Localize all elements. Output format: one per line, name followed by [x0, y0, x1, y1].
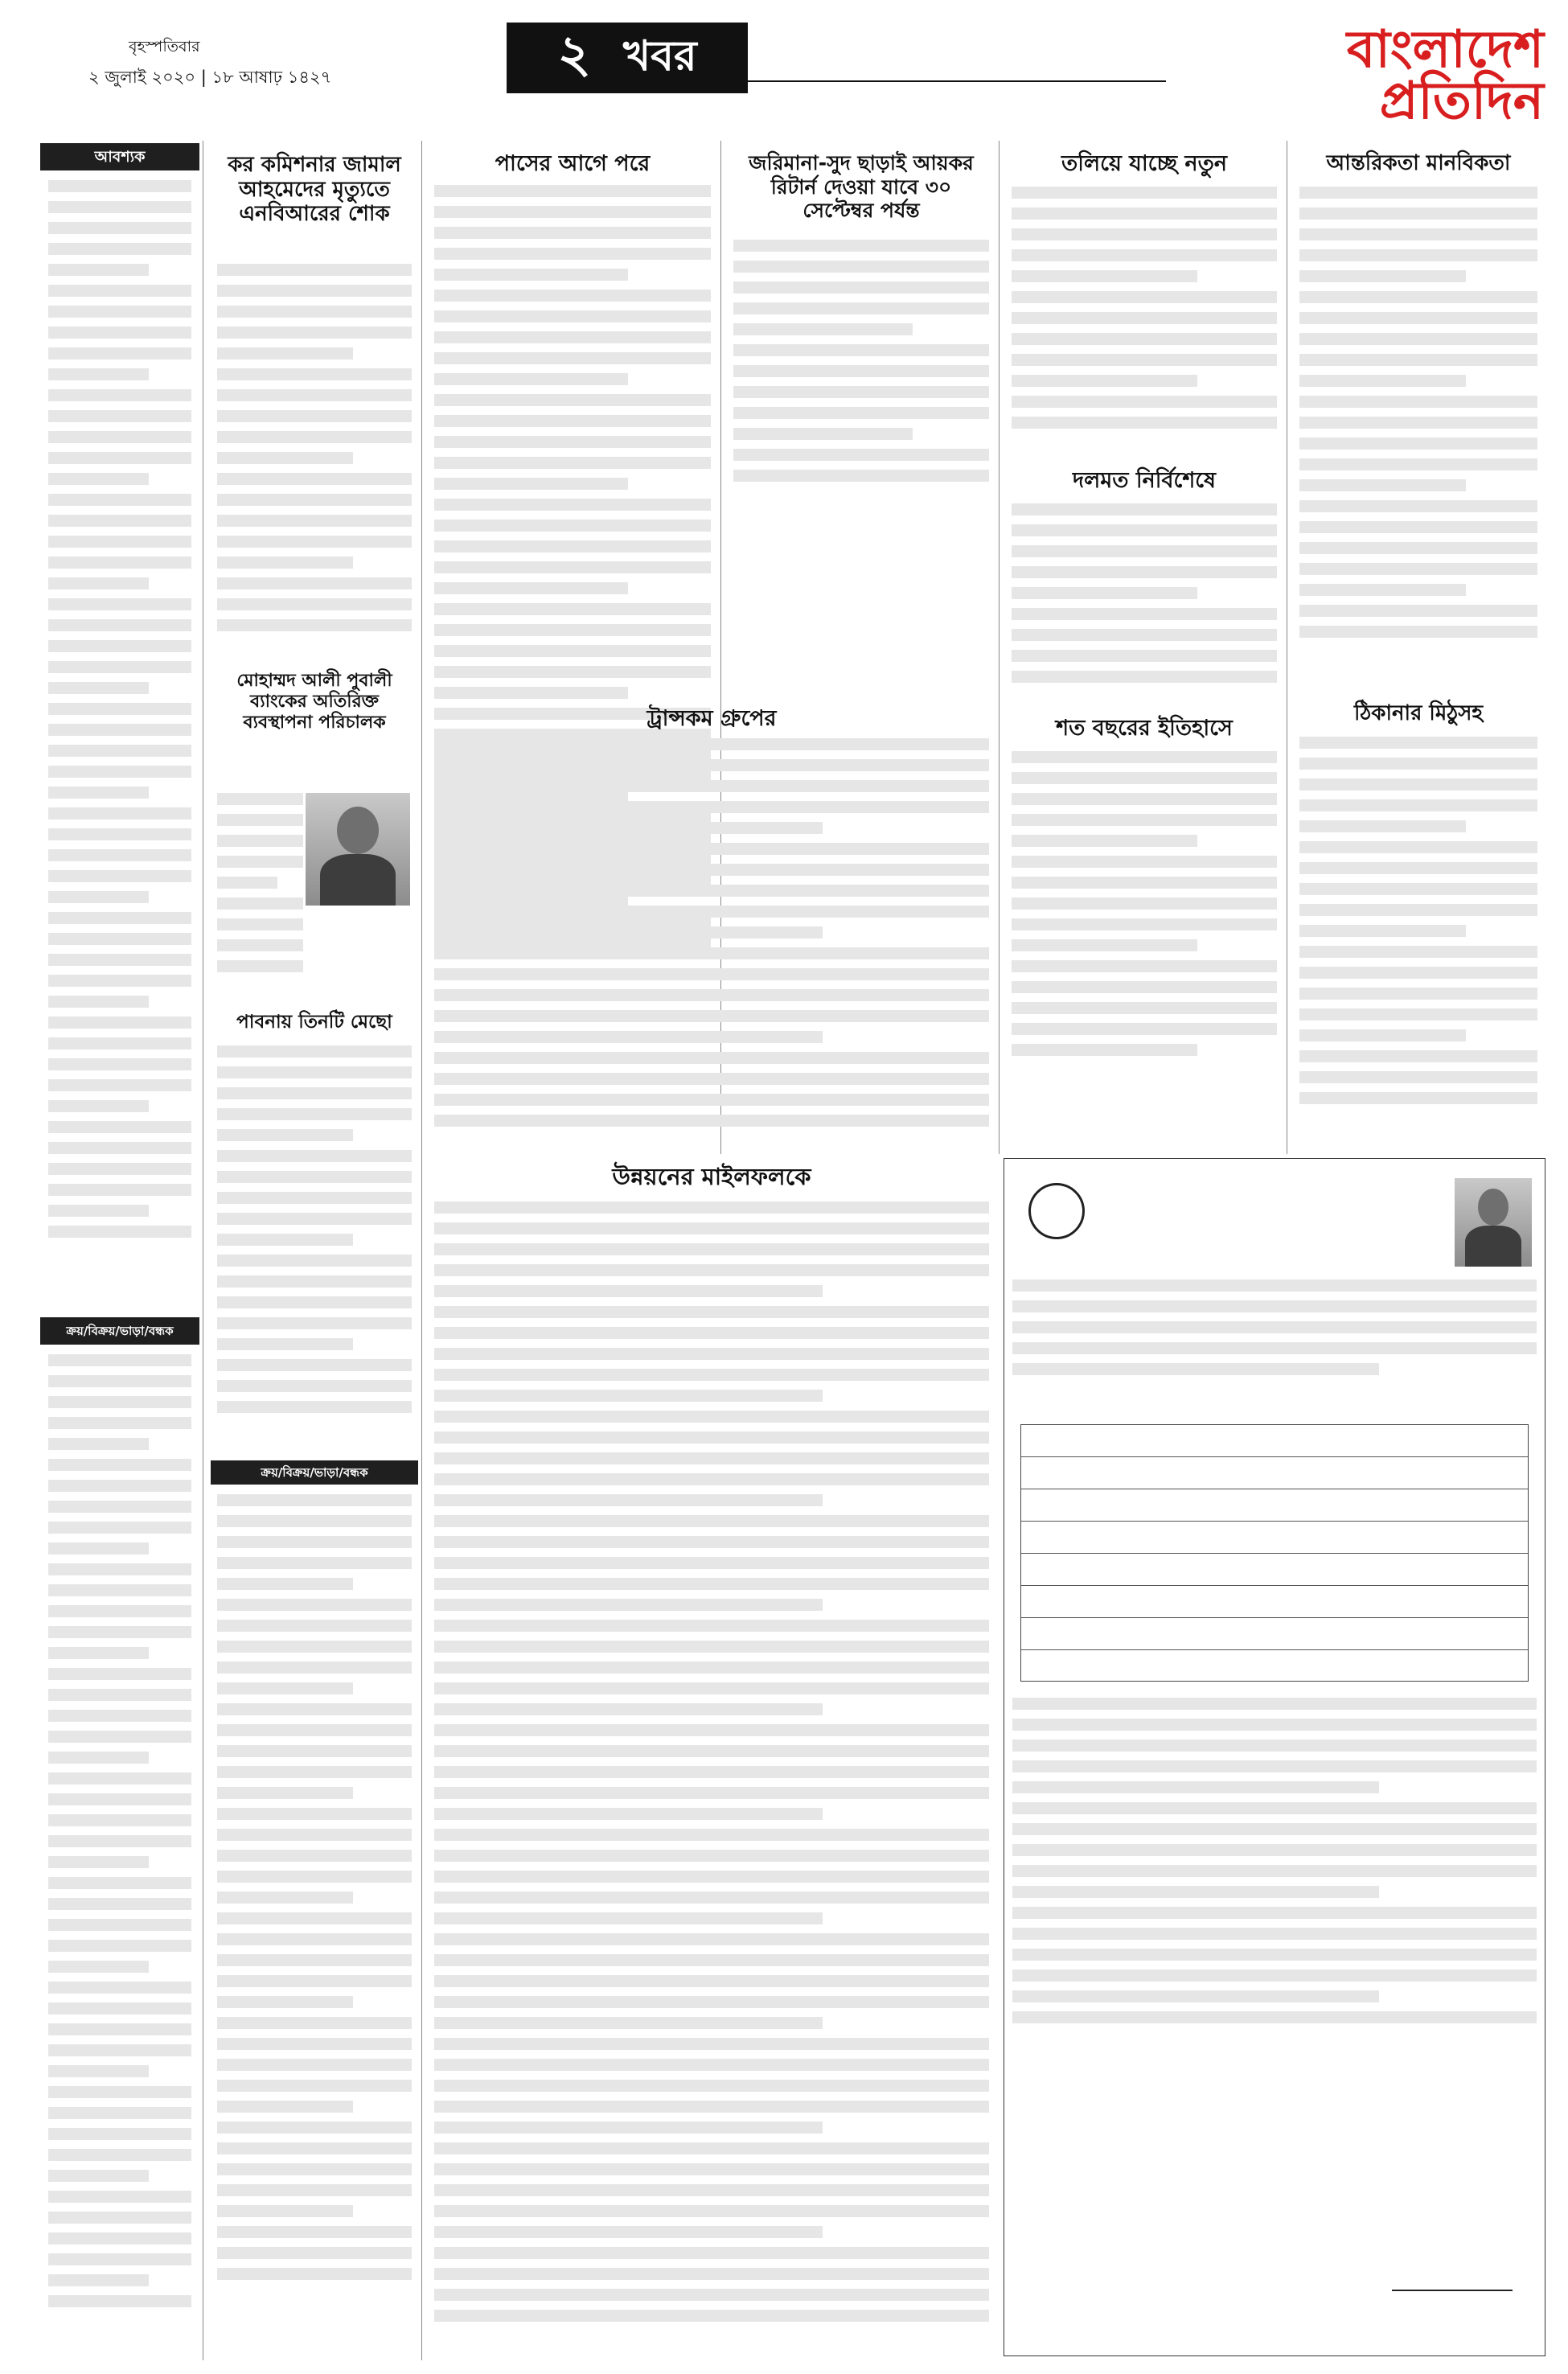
column-rule — [421, 141, 422, 2360]
story-text — [1299, 187, 1537, 682]
notice-text — [1012, 1279, 1537, 1408]
story-headline: উন্নয়নের মাইলফলকে — [612, 1163, 811, 1190]
notice-text — [1012, 1698, 1537, 2347]
story-headline: শত বছরের ইতিহাসে — [1056, 716, 1233, 741]
story-text — [733, 240, 989, 505]
news-story — [1004, 143, 1285, 457]
classifieds-text — [217, 1494, 412, 2348]
agency-emblem-icon — [1028, 1183, 1085, 1239]
story-headline: জরিমানা-সুদ ছাড়াই আয়কর রিটার্ন দেওয়া যাবে ৩০ সেপ্টেম্বর পর্যন্ত — [749, 151, 974, 222]
story-headline: মোহাম্মদ আলী পুবালী ব্যাংকের অতিরিক্ত ব্যবস্থাপনা পরিচালক — [236, 671, 392, 733]
story-headline: ট্রান্সকম গ্রুপের — [646, 706, 777, 731]
story-text — [1299, 737, 1537, 1139]
story-text — [434, 1201, 989, 2348]
masthead — [0, 0, 1568, 141]
news-story — [426, 701, 997, 1152]
story-headline: আন্তরিকতা মানবিকতা — [1326, 151, 1511, 175]
paper-name: বাংলাদেশ প্রতিদিন — [1346, 19, 1544, 131]
story-text — [1012, 187, 1277, 449]
page-number: ২ — [557, 24, 591, 84]
news-story — [1291, 696, 1545, 1147]
newspaper-logo — [1206, 19, 1544, 131]
classifieds-text — [48, 1354, 191, 2355]
portrait-photo — [1455, 1178, 1532, 1267]
story-text — [217, 264, 412, 650]
classifieds-section — [40, 1317, 199, 2363]
story-text — [217, 793, 303, 994]
portrait-photo — [306, 793, 410, 906]
classifieds-header: ক্রয়/বিক্রয়/ভাড়া/বন্ধক — [211, 1460, 418, 1485]
section-badge — [507, 23, 748, 93]
classifieds-section — [40, 143, 199, 1309]
story-headline: ঠিকানার মিঠুসহ — [1353, 701, 1484, 725]
signature — [1392, 2251, 1513, 2291]
story-headline: কর কমিশনার জামাল আহমেদের মৃত্যুতে এনবিআরের শোক — [228, 153, 401, 227]
section-name: খবর — [622, 31, 697, 80]
news-story — [1004, 711, 1285, 1089]
date-line: ২ জুলাই ২০২০ | ১৮ আষাঢ় ১৪২৭ — [88, 68, 332, 87]
story-text — [217, 1045, 412, 1441]
classifieds-header: ক্রয়/বিক্রয়/ভাড়া/বন্ধক — [40, 1317, 199, 1345]
classifieds-header: আবশ্যক — [40, 143, 199, 170]
classifieds-text — [48, 180, 191, 1301]
story-headline: দলমত নির্বিশেষে — [1072, 468, 1217, 493]
classifieds-section — [209, 1488, 420, 2356]
news-story — [209, 143, 420, 658]
story-text — [1012, 751, 1277, 1081]
news-story — [1291, 143, 1545, 690]
story-headline: পাসের আগে পরে — [495, 151, 651, 176]
news-story — [1004, 463, 1285, 704]
news-story — [209, 1007, 420, 1449]
section-rule — [748, 80, 1166, 82]
news-story — [725, 143, 997, 513]
lot-table — [1020, 1424, 1529, 1682]
tender-notice-ad — [1004, 1158, 1545, 2356]
story-text — [434, 738, 989, 1144]
story-text — [1012, 503, 1277, 696]
story-headline: তলিয়ে যাচ্ছে নতুন — [1061, 151, 1227, 176]
news-story — [426, 1158, 997, 2356]
day-label: বৃহস্পতিবার — [129, 38, 200, 55]
story-headline: পাবনায় তিনটি মেছো — [236, 1012, 392, 1033]
news-story — [209, 664, 420, 1002]
